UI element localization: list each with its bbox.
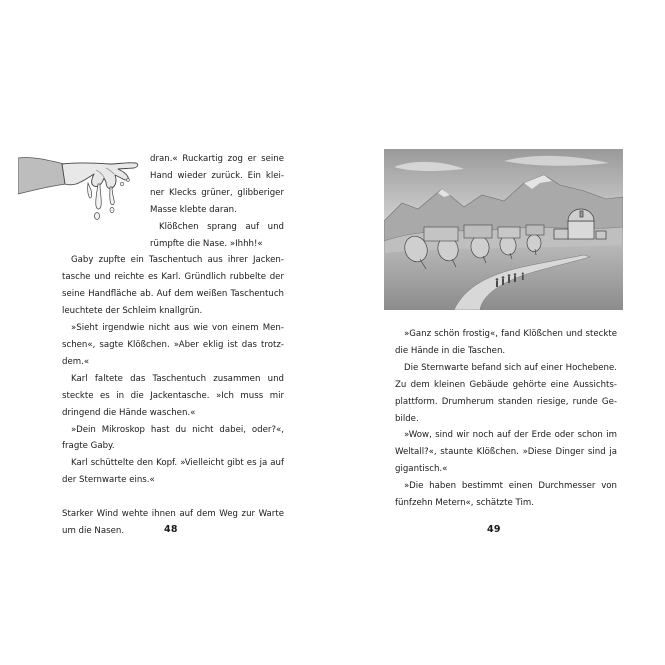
left-page-text	[62, 151, 284, 540]
paragraph: »Ganz schön frostig«, fand Klößchen und steckte die Hände in die Taschen.	[395, 329, 617, 356]
paragraph: Karl faltete das Taschentuch zusammen und steckte es in die Jackentasche. »Ich muss mir dringend die Hände waschen.«	[62, 373, 284, 418]
paragraph: Starker Wind wehte ihnen auf dem Weg zur Warte um die Nasen.	[62, 509, 284, 536]
paragraph: dran.« Ruckartig zog er seine Hand wieder zurück. Ein kleiner Klecks grüner, glibberiger Masse klebte daran.	[150, 154, 284, 215]
paragraph: »Dein Mikroskop hast du nicht dabei, oder?«, fragte Gaby.	[62, 424, 284, 452]
observatory-landscape-illustration	[384, 149, 623, 310]
left-page	[0, 0, 332, 665]
right-page-text	[395, 326, 617, 512]
paragraph: »Die haben bestimmt einen Durchmesser von fünfzehn Metern«, schätzte Tim.	[395, 481, 617, 509]
paragraph: Gaby zupfte ein Taschentuch aus ihrer Jackentasche und reichte es Karl. Gründlich rubbelte der seine Handfläche ab. Auf dem weißen Taschentuch leuchtete der Schleim knallgrün.	[62, 255, 284, 317]
paragraph: Die Sternwarte befand sich auf einer Hochebene. Zu dem kleinen Gebäude gehörte eine Aussichtsplattform. Drumherum standen riesige, runde Gebilde.	[395, 362, 617, 424]
paragraph: »Wow, sind wir noch auf der Erde oder schon im Weltall?«, staunte Klößchen. »Diese Dinger sind ja gigantisch.«	[395, 430, 617, 475]
paragraph: Karl schüttelte den Kopf. »Vielleicht gibt es ja auf der Sternwarte eins.«	[62, 458, 284, 486]
page-number: 49	[487, 524, 501, 535]
paragraph: Klößchen sprang auf und rümpfte die Nase. »Ihhh!«	[150, 221, 284, 249]
right-page	[332, 0, 665, 665]
page-number: 48	[164, 524, 178, 535]
paragraph: »Sieht irgendwie nicht aus wie von einem Menschen«, sagte Klößchen. »Aber eklig ist das trotzdem.«	[62, 323, 284, 367]
